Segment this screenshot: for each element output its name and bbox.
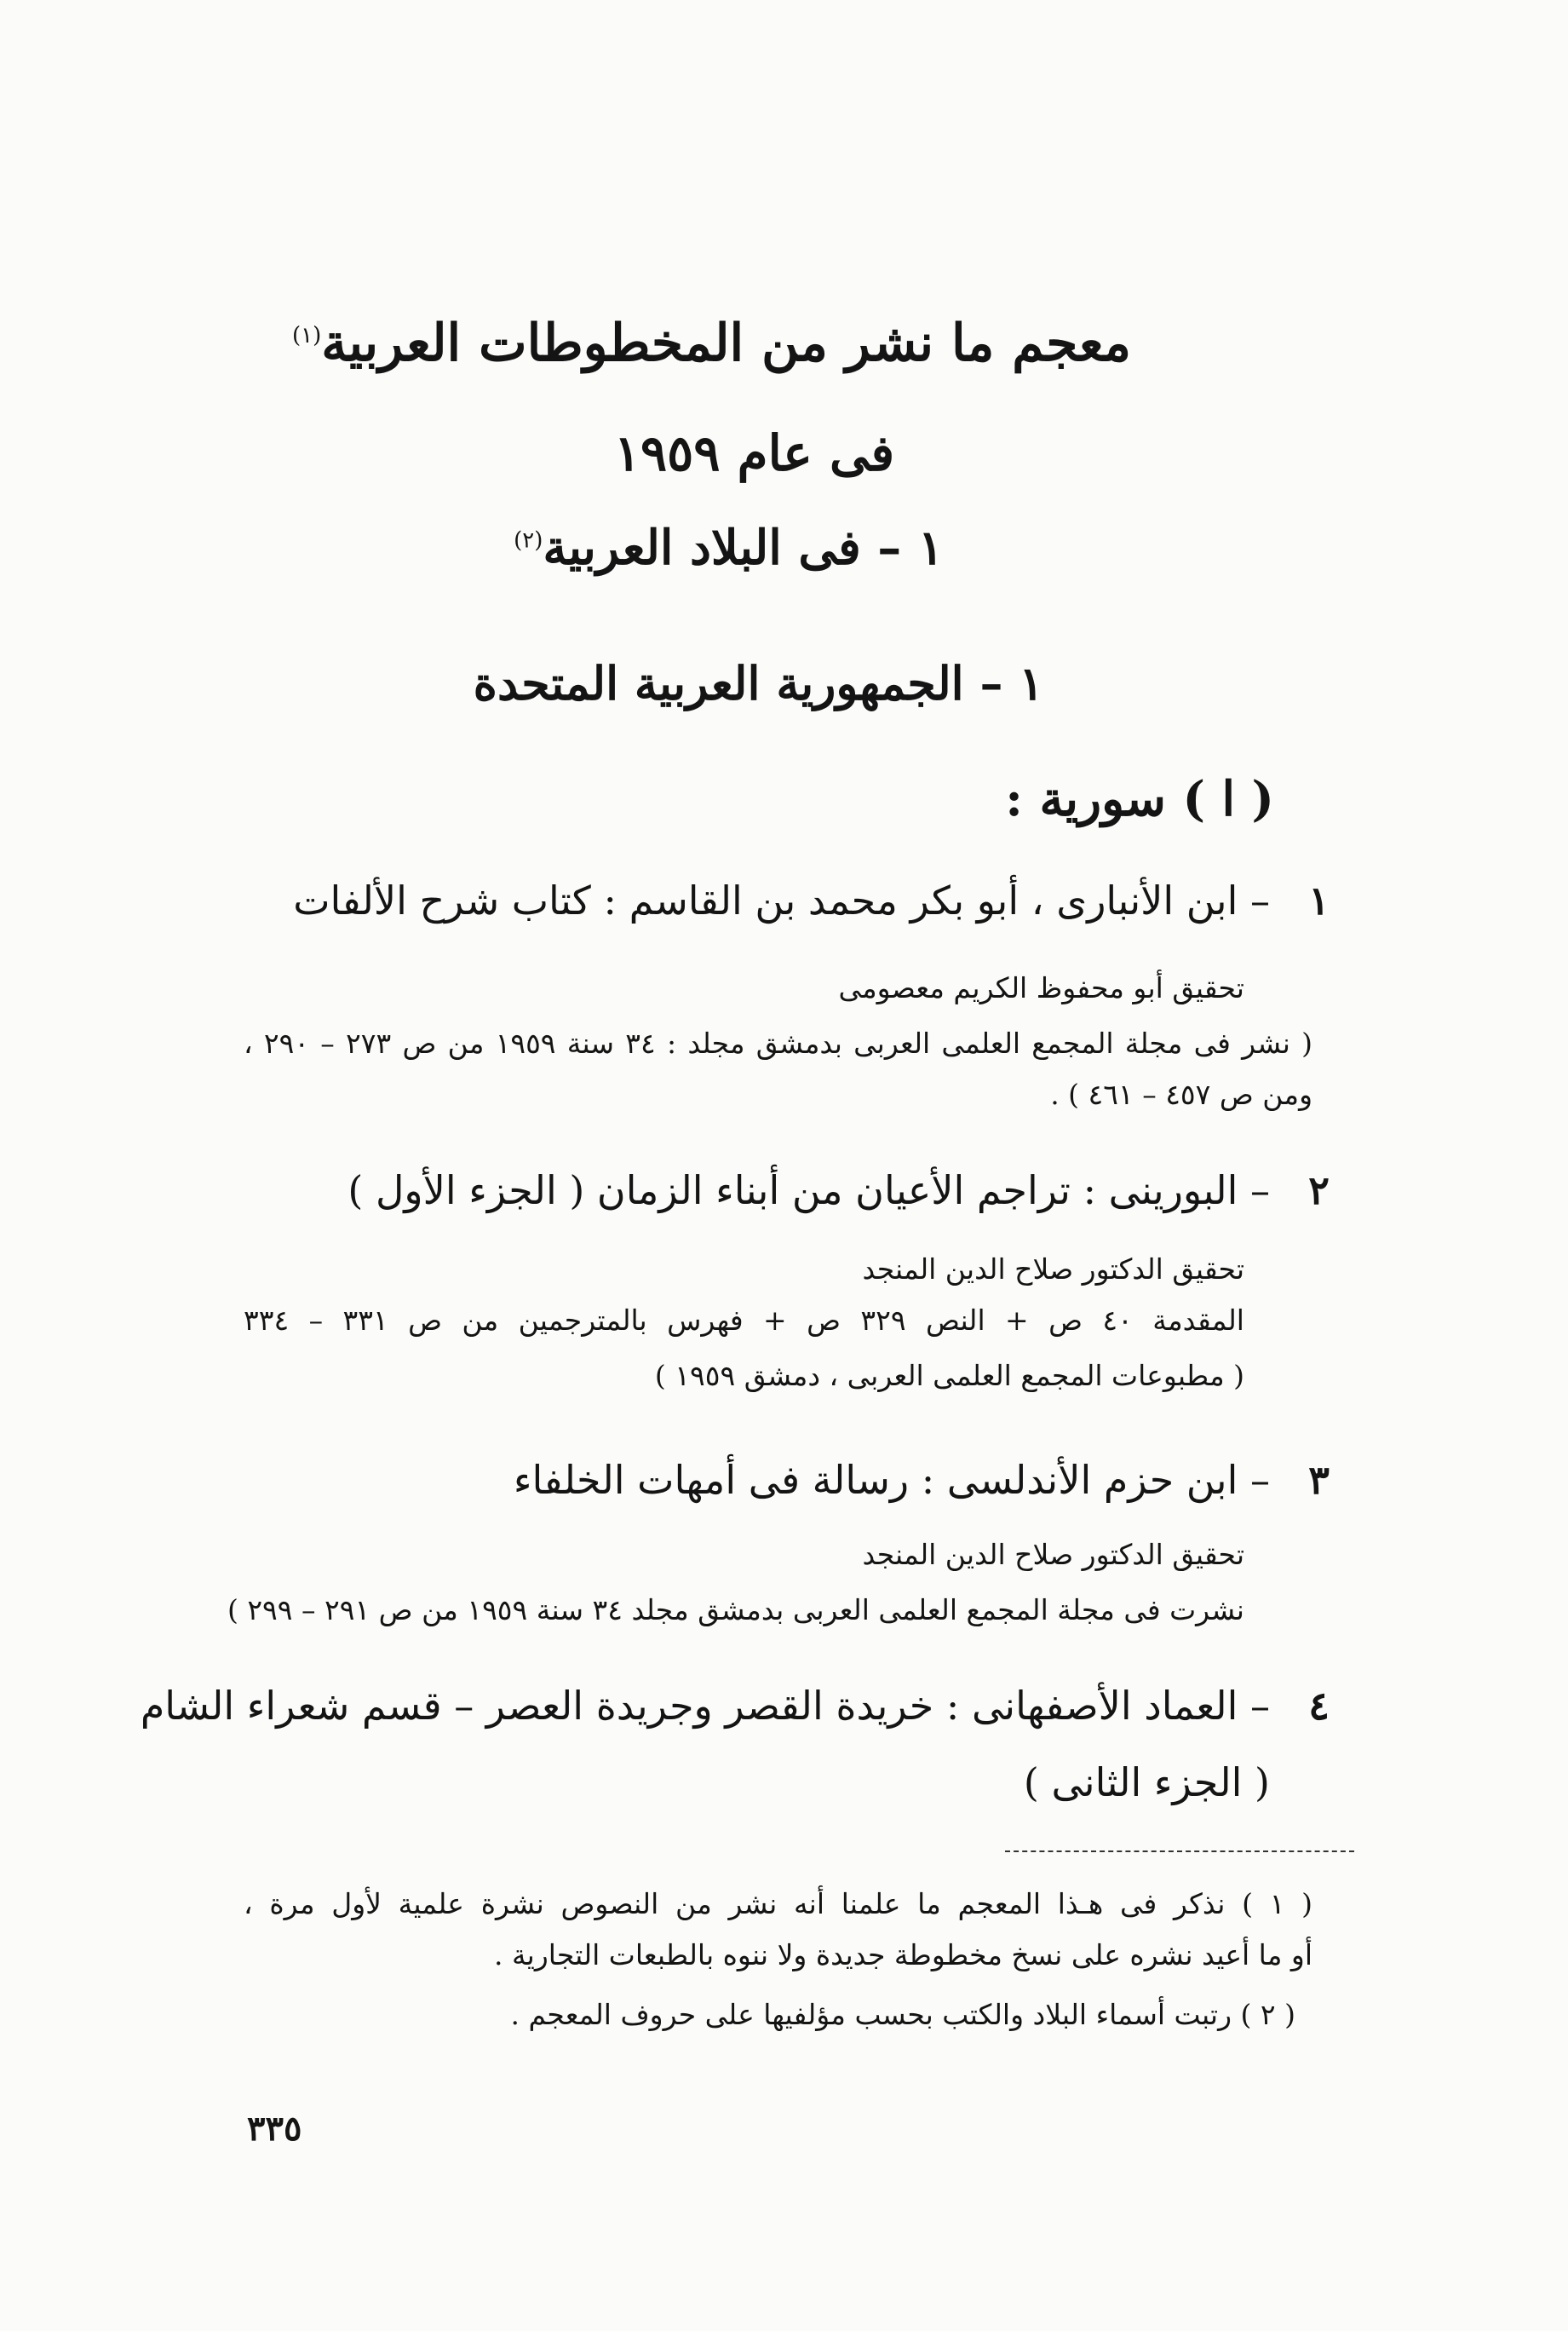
entry-2-editor: تحقيق الدكتور صلاح الدين المنجد xyxy=(862,1252,1244,1286)
entry-1-heading xyxy=(293,878,1330,924)
entry-3-number: ٣ xyxy=(1308,1457,1330,1503)
section-heading-text: ١ – فى البلاد العربية xyxy=(543,520,944,576)
entry-2-publication-line2: ( مطبوعات المجمع العلمى العربى ، دمشق ١٩٥٩ ) xyxy=(654,1359,1244,1392)
entry-4-heading xyxy=(141,1683,1330,1729)
footnote-separator xyxy=(1005,1850,1354,1852)
subsection-heading: ١ – الجمهورية العربية المتحدة xyxy=(473,656,1044,711)
page-title xyxy=(0,314,1568,373)
entry-3-title: – ابن حزم الأندلسى : رسالة فى أمهات الخلفاء xyxy=(513,1457,1270,1503)
entry-3-publication-line1: نشرت فى مجلة المجمع العلمى العربى بدمشق مجلد ٣٤ سنة ١٩٥٩ من ص ٢٩١ – ٢٩٩ ) xyxy=(227,1593,1244,1626)
entry-4-title: – العماد الأصفهانى : خريدة القصر وجريدة العصر – قسم شعراء الشام xyxy=(140,1683,1270,1729)
page-number: ٣٣٥ xyxy=(247,2109,302,2149)
footnote-1-line1: ( ١ ) نذكر فى هـذا المعجم ما علمنا أنه نشر من النصوص نشرة علمية لأول مرة ، xyxy=(244,1887,1312,1920)
entry-1-publication-line1: ( نشر فى مجلة المجمع العلمى العربى بدمشق مجلد : ٣٤ سنة ١٩٥٩ من ص ٢٧٣ – ٢٩٠ ، xyxy=(244,1027,1313,1060)
entry-1-editor: تحقيق أبو محفوظ الكريم معصومى xyxy=(838,971,1244,1004)
footnote-1-line2: أو ما أعيد نشره على نسخ مخطوطة جديدة ولا ننوه بالطبعات التجارية . xyxy=(493,1938,1312,1971)
entry-1-number: ١ xyxy=(1308,878,1330,924)
entry-2-number: ٢ xyxy=(1308,1167,1330,1213)
entry-4-number: ٤ xyxy=(1308,1683,1330,1729)
entry-2-heading xyxy=(347,1167,1330,1213)
entry-4-heading-line2: ( الجزء الثانى ) xyxy=(1023,1759,1270,1805)
entry-1-publication-line2: ومن ص ٤٥٧ – ٤٦١ ) . xyxy=(1050,1078,1312,1111)
entry-3-editor: تحقيق الدكتور صلاح الدين المنجد xyxy=(862,1538,1244,1571)
title-footnote-ref: (١) xyxy=(291,323,322,348)
footnote-2: ( ٢ ) رتبت أسماء البلاد والكتب بحسب مؤلفيها على حروف المعجم . xyxy=(510,1998,1295,2031)
entry-2-publication-line1: المقدمة ٤٠ ص + النص ٣٢٩ ص + فهرس بالمترجمين من ص ٣٣١ – ٣٣٤ xyxy=(244,1304,1244,1337)
page-title-text: معجم ما نشر من المخطوطات العربية xyxy=(321,314,1132,373)
section-footnote-ref: (٢) xyxy=(514,527,543,554)
region-heading: ( ا ) سورية : xyxy=(1005,771,1274,827)
entry-3-heading xyxy=(514,1457,1330,1503)
entry-2-title: – البورينى : تراجم الأعيان من أبناء الزمان ( الجزء الأول ) xyxy=(347,1167,1270,1213)
entry-1-title: – ابن الأنبارى ، أبو بكر محمد بن القاسم : كتاب شرح الألفات xyxy=(293,878,1270,924)
section-heading xyxy=(0,520,1568,576)
year-heading: فى عام ١٩٥٩ xyxy=(613,424,895,482)
